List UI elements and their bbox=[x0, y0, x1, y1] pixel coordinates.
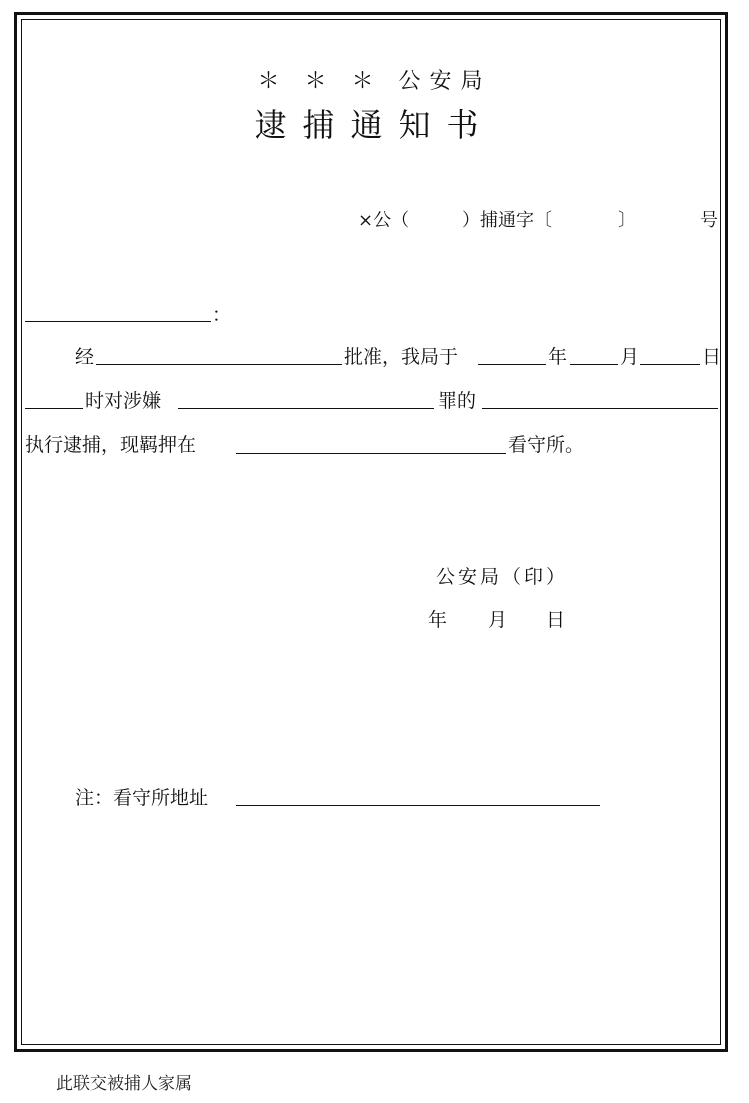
approver-blank[interactable] bbox=[96, 364, 342, 365]
month-blank[interactable] bbox=[570, 364, 618, 365]
sign-year: 年 bbox=[428, 609, 448, 631]
crime-blank[interactable] bbox=[178, 408, 434, 409]
text-year: 年 bbox=[548, 346, 568, 368]
document-title: 逮捕通知书 bbox=[254, 106, 495, 144]
form-inner-border bbox=[21, 19, 721, 1045]
docno-mid: ）捕通字〔 bbox=[462, 210, 552, 231]
sign-month: 月 bbox=[488, 609, 508, 631]
text-month: 月 bbox=[620, 346, 640, 368]
text-detention: 看守所。 bbox=[508, 434, 585, 456]
note-label: 注：看守所地址 bbox=[75, 787, 209, 809]
hour-blank[interactable] bbox=[25, 408, 83, 409]
text-approved: 批准，我局于 bbox=[344, 346, 459, 368]
docno-suffix: 号 bbox=[700, 210, 718, 231]
copy-note: 此联交被捕人家属 bbox=[56, 1074, 192, 1094]
docno-prefix: ×公（ bbox=[358, 210, 410, 231]
detention-address-blank[interactable] bbox=[236, 805, 600, 806]
text-arrest: 执行逮捕，现羁押在 bbox=[25, 434, 197, 456]
text-time: 时对涉嫌 bbox=[85, 390, 162, 412]
sign-day: 日 bbox=[546, 609, 566, 631]
text-jing: 经 bbox=[75, 346, 95, 368]
form-outer-border bbox=[14, 12, 728, 1052]
addressee-blank[interactable] bbox=[25, 321, 211, 322]
agency-line: ＊ ＊ ＊ 公安局 bbox=[257, 69, 492, 94]
suspect-name-blank[interactable] bbox=[482, 408, 718, 409]
addressee-colon: ： bbox=[212, 304, 232, 326]
docno-bracket-close: 〕 bbox=[618, 210, 636, 231]
year-blank[interactable] bbox=[478, 364, 546, 365]
agency-seal: 公安局（印） bbox=[436, 566, 569, 588]
text-crime-of: 罪的 bbox=[438, 390, 477, 412]
day-blank[interactable] bbox=[640, 364, 700, 365]
text-day: 日 bbox=[702, 346, 722, 368]
detention-center-blank[interactable] bbox=[236, 453, 506, 454]
